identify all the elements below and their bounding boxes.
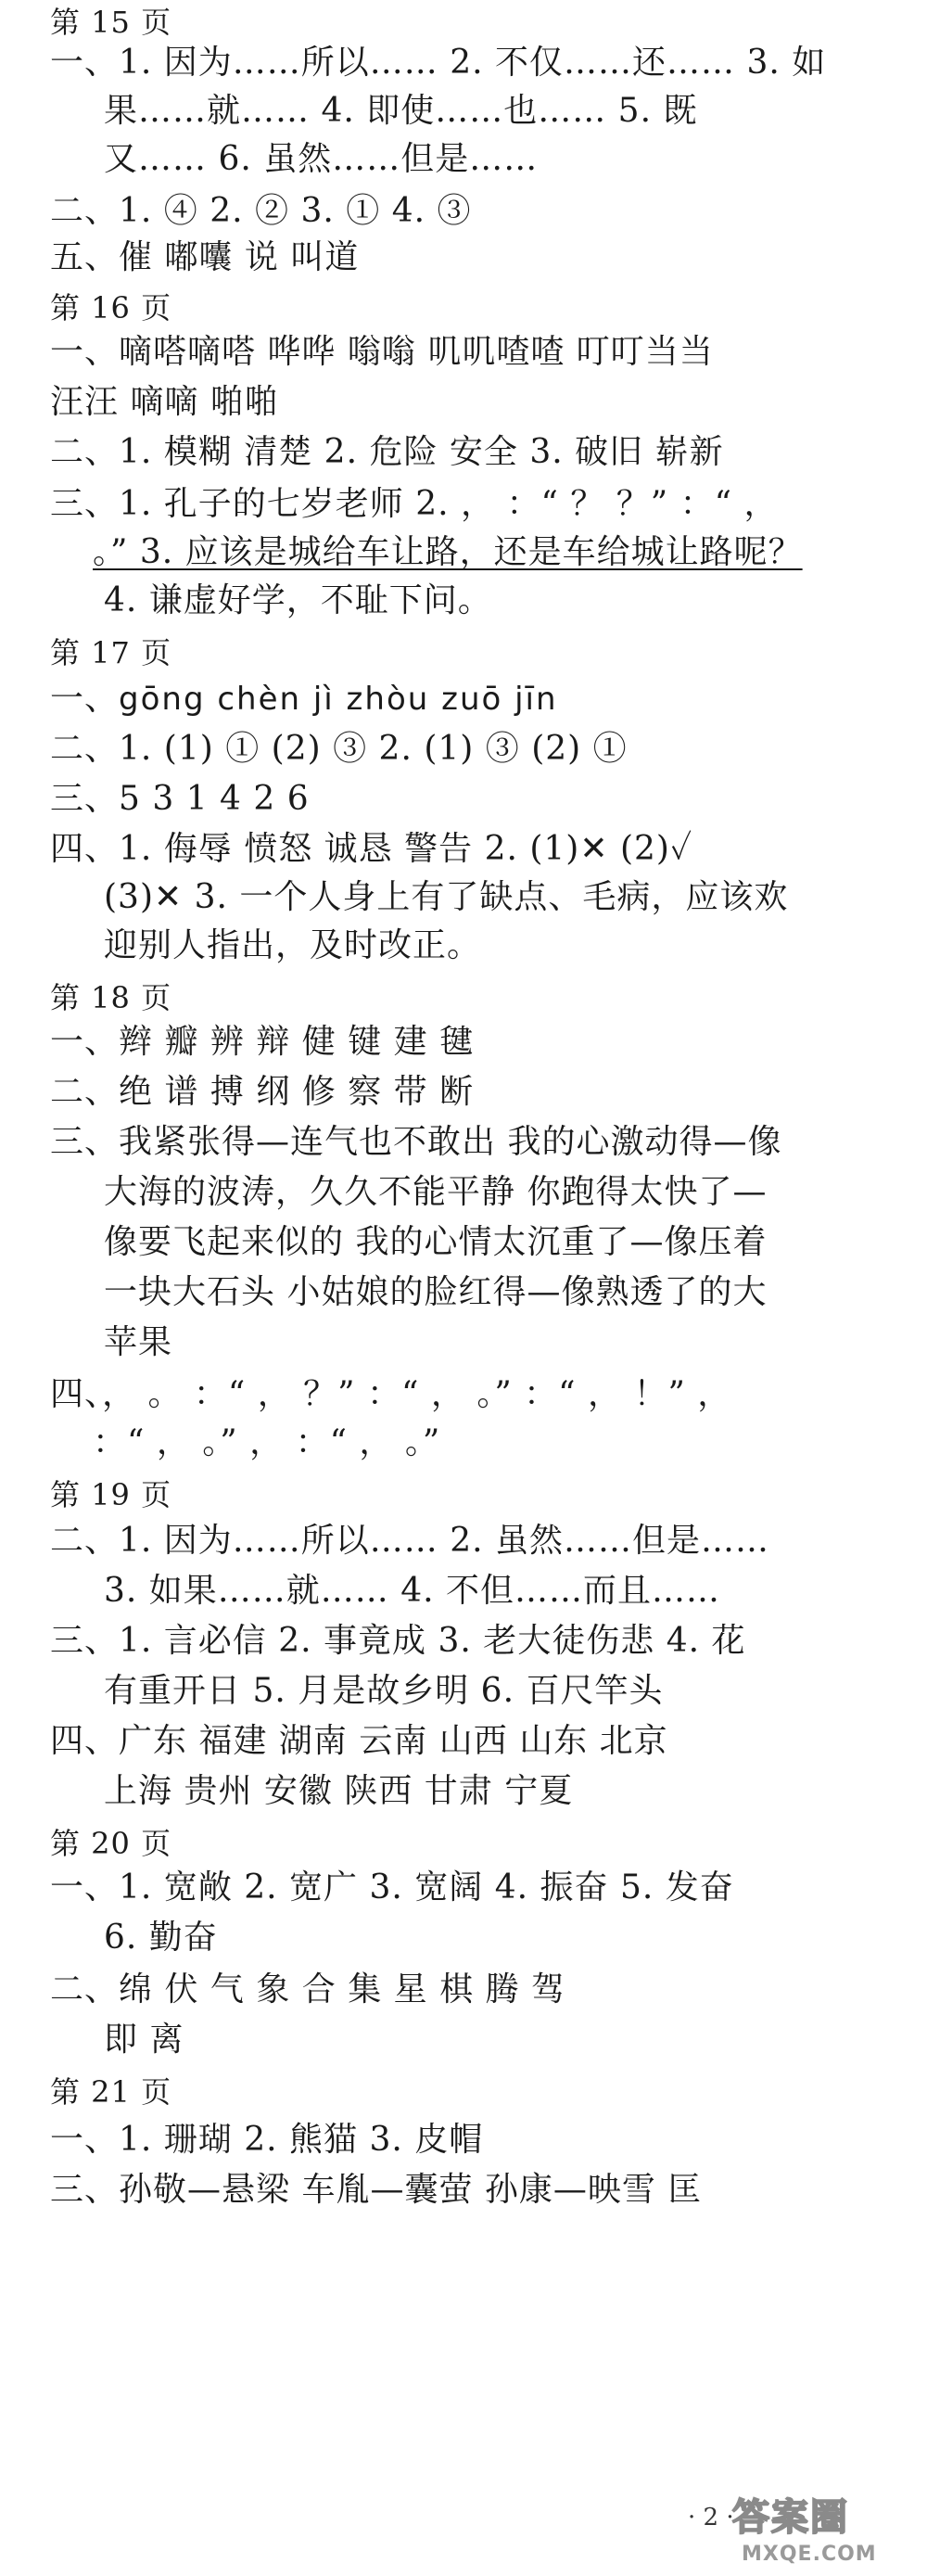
answer-line: 三、1. 言必信 2. 事竟成 3. 老大徒伤悲 4. 花 <box>50 1622 746 1660</box>
answer-line: 四、， 。 ：“ ， ？” ：“ ， 。” ：“ ， ！” ， <box>50 1375 732 1413</box>
answer-line: 像要飞起来似的 我的心情太沉重了—像压着 <box>104 1223 768 1261</box>
answer-line: 上海 贵州 安徽 陕西 甘肃 宁夏 <box>104 1772 574 1810</box>
answer-line: 一、辫 瓣 辨 辩 健 键 建 毽 <box>50 1023 475 1061</box>
answer-line: 一、1. 珊瑚 2. 熊猫 3. 皮帽 <box>50 2121 484 2159</box>
answer-line: 苹果 <box>104 1323 173 1361</box>
answer-line: 二、1. ④ 2. ② 3. ① 4. ③ <box>50 192 472 230</box>
answer-line: 大海的波涛，久久不能平静 你跑得太快了— <box>104 1173 768 1211</box>
answer-line: 二、绵 伏 气 象 合 集 星 棋 腾 驾 <box>50 1970 565 2009</box>
section-heading-page-21: 第 21 页 <box>50 2074 172 2110</box>
page-number: · 2 · <box>688 2504 734 2531</box>
answer-line: 二、1. 因为……所以…… 2. 虽然……但是…… <box>50 1522 770 1560</box>
answer-line: ：“ ， 。” ， ：“ ， 。” <box>93 1423 441 1461</box>
section-heading-page-17: 第 17 页 <box>50 635 172 670</box>
answer-line: 二、绝 谱 搏 纲 修 察 带 断 <box>50 1073 475 1111</box>
answer-line: 一块大石头 小姑娘的脸红得—像熟透了的大 <box>104 1273 768 1311</box>
answer-line: 6. 勤奋 <box>104 1919 218 1957</box>
section-heading-page-15: 第 15 页 <box>50 5 172 40</box>
answer-line: 三、5 3 1 4 2 6 <box>50 780 310 818</box>
answer-line: 二、1. 模糊 清楚 2. 危险 安全 3. 破旧 崭新 <box>50 433 724 471</box>
answer-line: 又…… 6. 虽然……但是…… <box>104 140 539 178</box>
watermark-url: MXQE.COM <box>742 2543 877 2566</box>
answer-line-underlined: 。” 3. 应该是城给车让路，还是车给城让路呢？ <box>93 533 803 571</box>
section-heading-page-16: 第 16 页 <box>50 290 172 325</box>
answer-line: 四、1. 侮辱 愤怒 诚恳 警告 2. (1)✕ (2)✓ <box>50 830 693 868</box>
pinyin-text: gōng chèn jì zhòu zuō jīn <box>119 681 558 718</box>
answer-line: 迎别人指出，及时改正。 <box>104 926 482 964</box>
answer-line: 果……就…… 4. 即使……也…… 5. 既 <box>104 92 698 130</box>
answer-line: 三、孙敬—悬梁 车胤—囊萤 孙康—映雪 匡 <box>50 2171 703 2209</box>
answer-line-pinyin <box>50 679 558 720</box>
section-heading-page-20: 第 20 页 <box>50 1826 172 1861</box>
answer-line: 一、嘀嗒嘀嗒 哗哗 嗡嗡 叽叽喳喳 叮叮当当 <box>50 333 714 371</box>
answer-line: 有重开日 5. 月是故乡明 6. 百尺竿头 <box>104 1672 664 1710</box>
answer-line: 二、1. (1) ① (2) ③ 2. (1) ③ (2) ① <box>50 730 628 768</box>
answer-line: 汪汪 嘀嘀 啪啪 <box>50 383 279 421</box>
answer-line: 三、我紧张得—连气也不敢出 我的心激动得—像 <box>50 1123 782 1161</box>
answer-line: 4. 谦虚好学，不耻下问。 <box>104 581 492 619</box>
answer-line: 四、广东 福建 湖南 云南 山西 山东 北京 <box>50 1722 668 1760</box>
answer-line: (3)✕ 3. 一个人身上有了缺点、毛病，应该欢 <box>104 878 789 916</box>
section-heading-page-19: 第 19 页 <box>50 1477 172 1512</box>
watermark-logo: 答案圈 <box>732 2496 849 2539</box>
watermark <box>732 2494 922 2572</box>
answer-line: 三、1. 孔子的七岁老师 2. ， ：“ ？ ？” ：“ ， <box>50 485 779 523</box>
item-prefix: 一、 <box>50 680 120 718</box>
answer-line: 一、1. 宽敞 2. 宽广 3. 宽阔 4. 振奋 5. 发奋 <box>50 1868 734 1906</box>
answer-line: 即 离 <box>104 2021 184 2059</box>
answer-line: 3. 如果……就…… 4. 不但……而且…… <box>104 1572 721 1610</box>
section-heading-page-18: 第 18 页 <box>50 980 172 1015</box>
answer-line: 一、1. 因为……所以…… 2. 不仅……还…… 3. 如 <box>50 44 827 82</box>
answer-line: 五、催 嘟囔 说 叫道 <box>50 238 360 276</box>
